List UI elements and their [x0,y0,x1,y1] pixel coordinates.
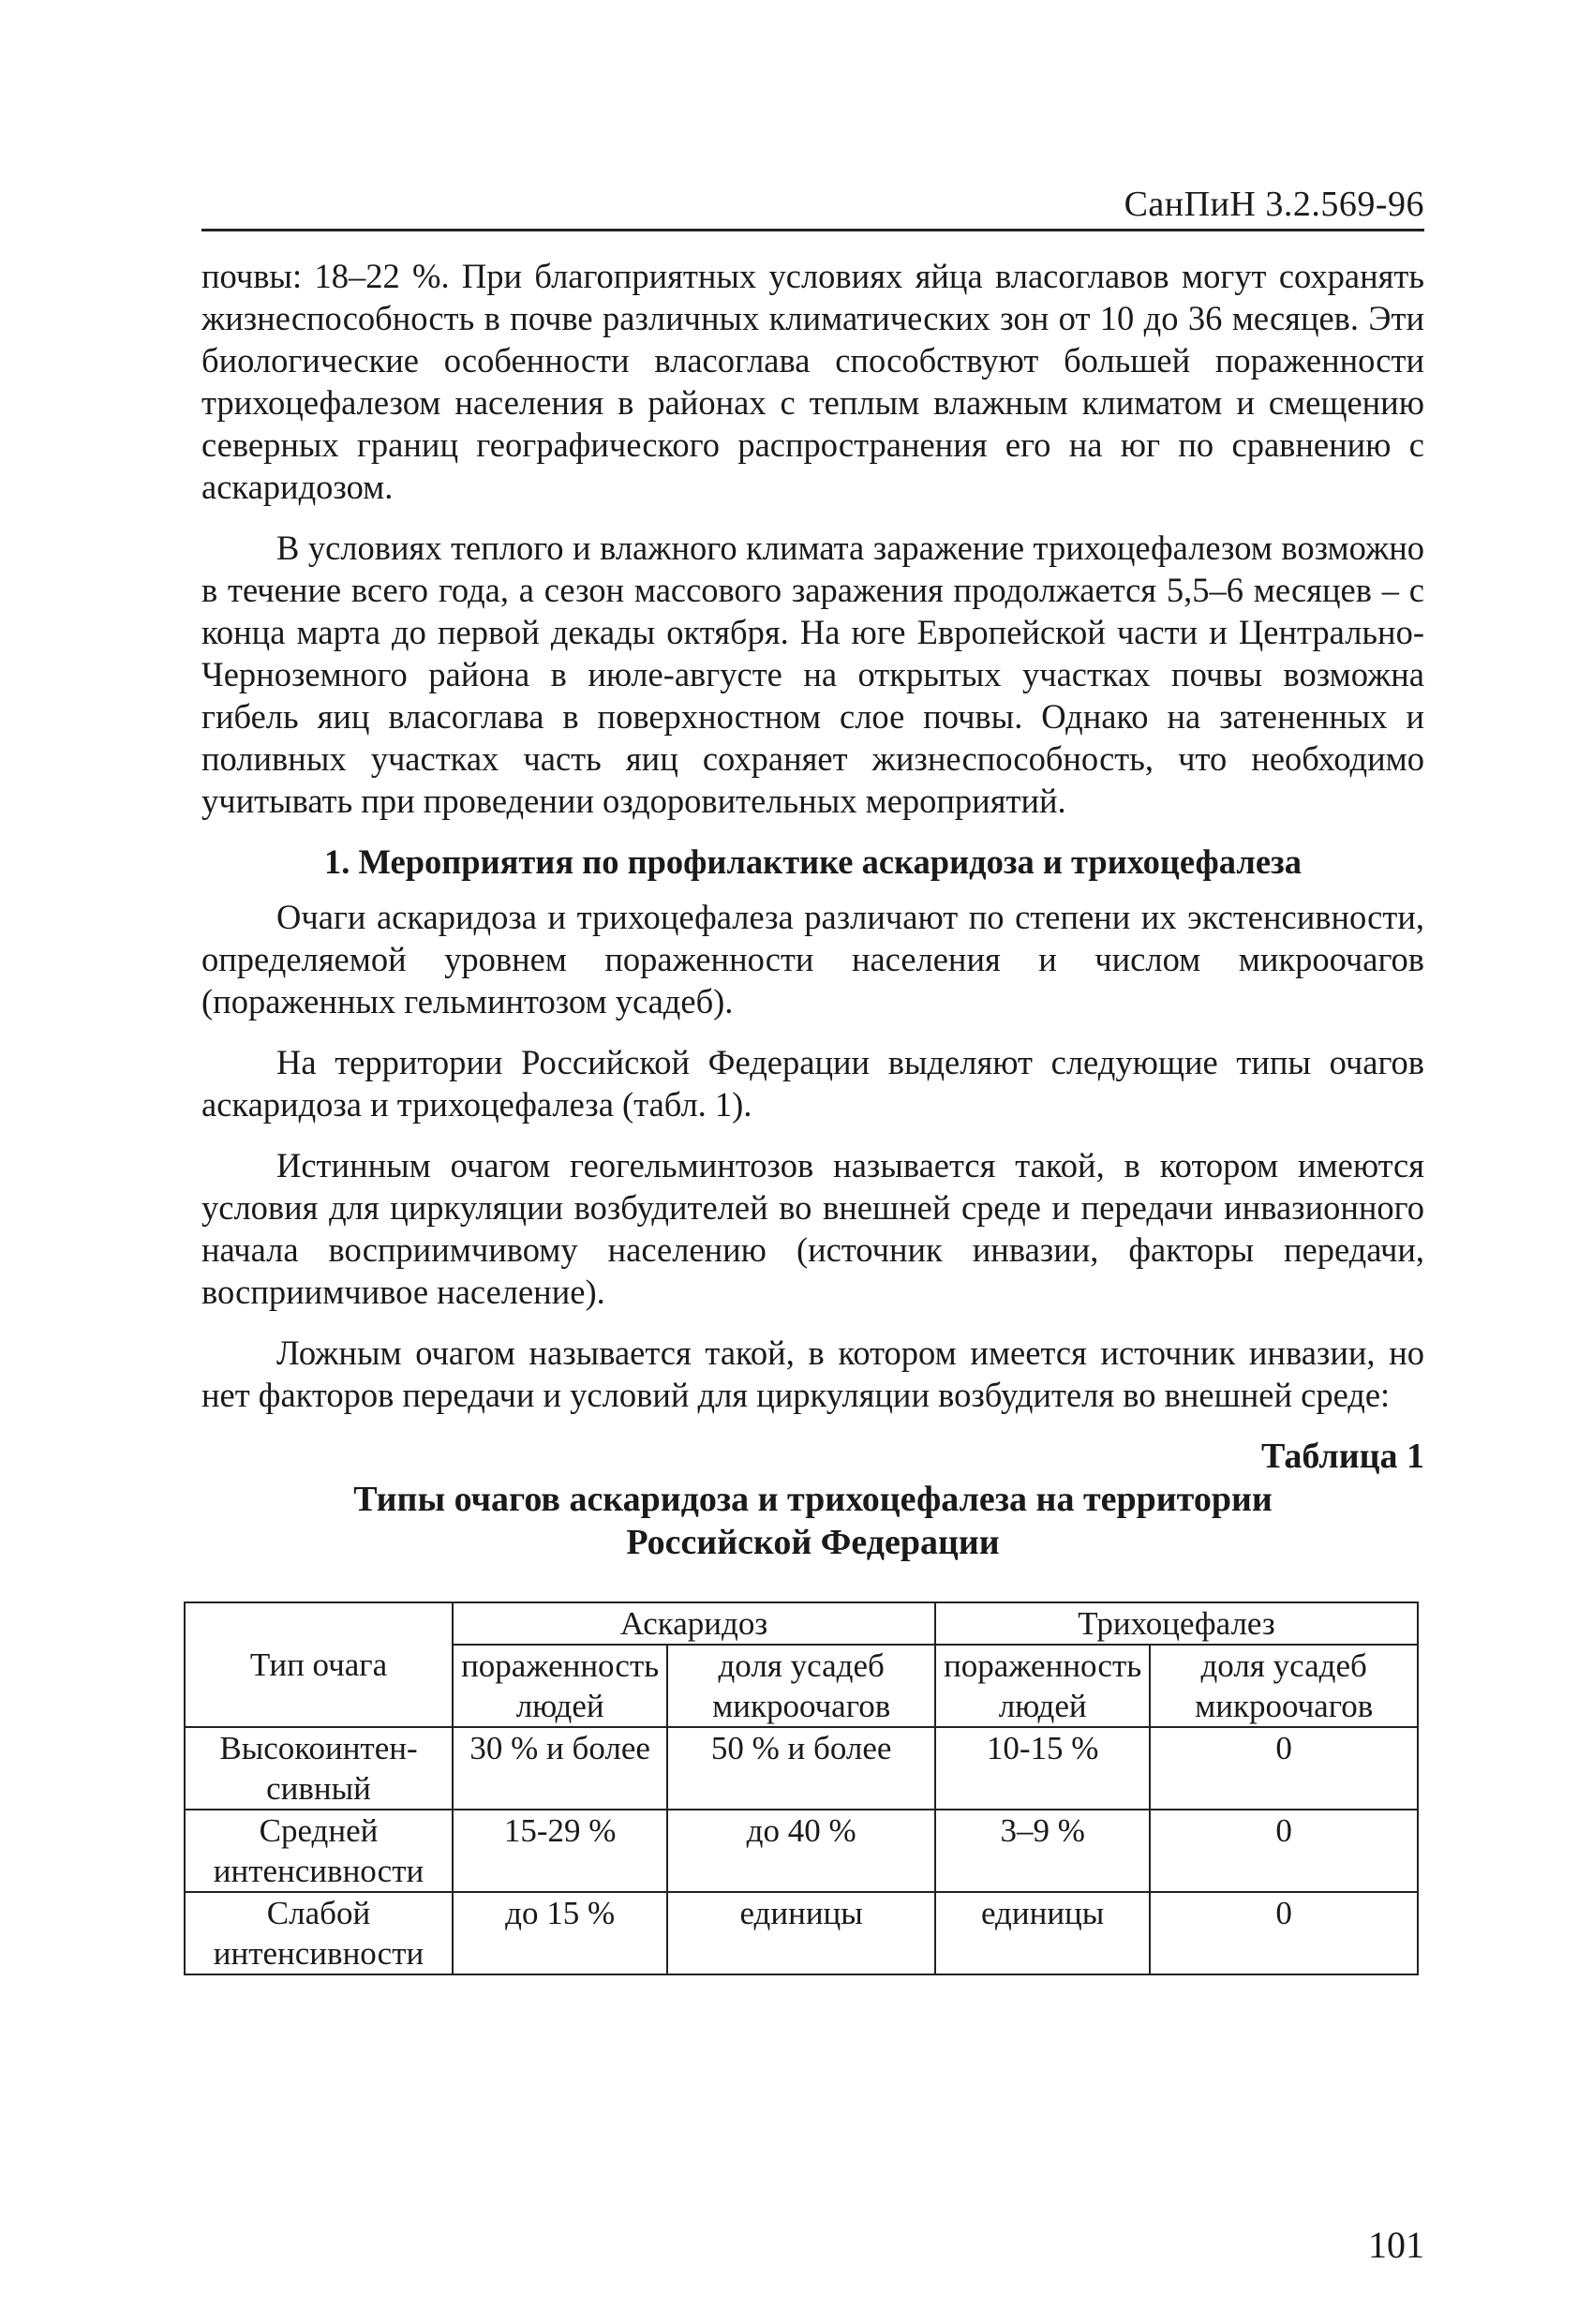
table-title: Типы очагов аскаридоза и трихоцефалеза на территории Российской Федерации [353,1480,1273,1562]
paragraph: Истинным очагом геогельминтозов называется такой, в котором имеются условия для циркуляции возбудителей во внешней среде и передачи инвазионного начала восприимчивому населению (источник инвазии, факторы передачи, восприимчивое население). [201,1146,1424,1311]
section-heading: 1. Мероприятия по профилактике аскаридоза и трихоцефалеза [324,842,1302,881]
cell-a-people: 15-29 % [453,1810,667,1892]
paragraph: В условиях теплого и влажного климата заражение трихоцефалезом возможно в течение всего года, а сезон массового заражения продолжается 5,5–6 месяцев – с конца марта до первой декады октября. На юге Европейской части и Центрально-Черноземного района в июле-августе на открытых участках почвы возможна гибель яиц власоглава в поверхностном слое почвы. Однако на затененных и поливных участках часть яиц сохраняет жизнеспособность, что необходимо учитывать при проведении оздоровительных мероприятий. [201,529,1424,820]
subheader-t-people: пораженность людей [935,1645,1150,1727]
foci-types-table [184,1601,1419,1975]
page-body [201,255,1424,1564]
document-code: СанПиН 3.2.569-96 [1124,185,1424,224]
cell-t-share: 0 [1150,1892,1418,1974]
subheader-t-share: доля усадеб микроочагов [1150,1645,1418,1727]
table-row [185,1727,1418,1810]
cell-t-people: 10-15 % [935,1727,1150,1810]
table-label: Таблица 1 [1260,1437,1424,1476]
header-ascariasis: Аскаридоз [453,1602,935,1645]
header-type: Тип очага [185,1602,453,1727]
paragraph: Ложным очагом называется такой, в котором имеется источник инвазии, но нет факторов передачи и условий для циркуляции возбудителя во внешней среде: [201,1333,1424,1414]
cell-type: Слабой интенсивности [185,1892,453,1974]
subheader-a-people: пораженность людей [453,1645,667,1727]
cell-t-share: 0 [1150,1810,1418,1892]
paragraph: Очаги аскаридоза и трихоцефалеза различают по степени их экстенсивности, определяемой уровнем пораженности населения и числом микроочагов (пораженных гельминтозом усадеб). [201,898,1424,1020]
cell-t-people: 3–9 % [935,1810,1150,1892]
cell-type: Средней интенсивности [185,1810,453,1892]
cell-t-share: 0 [1150,1727,1418,1810]
cell-a-people: до 15 % [453,1892,667,1974]
running-header [201,180,1424,231]
table-row [185,1810,1418,1892]
cell-a-people: 30 % и более [453,1727,667,1810]
table-row [185,1892,1418,1974]
paragraph: На территории Российской Федерации выделяют следующие типы очагов аскаридоза и трихоцефалеза (табл. 1). [201,1043,1424,1124]
header-trichuriasis: Трихоцефалез [935,1602,1418,1645]
cell-a-share: до 40 % [667,1810,935,1892]
subheader-a-share: доля усадеб микроочагов [667,1645,935,1727]
cell-t-people: единицы [935,1892,1150,1974]
paragraph: почвы: 18–22 %. При благоприятных условиях яйца власоглавов могут сохранять жизнеспособность в почве различных климатических зон от 10 до 36 месяцев. Эти биологические особенности власоглава способствуют большей пораженности трихоцефалезом населения в районах с теплым влажным климатом и смещению северных границ географического распространения его на юг по сравнению с аскаридозом. [201,257,1424,506]
cell-a-share: единицы [667,1892,935,1974]
page-number: 101 [1368,2224,1424,2266]
cell-a-share: 50 % и более [667,1727,935,1810]
table-header-row [185,1602,1418,1645]
cell-type: Высокоинтенсивный [185,1727,453,1810]
